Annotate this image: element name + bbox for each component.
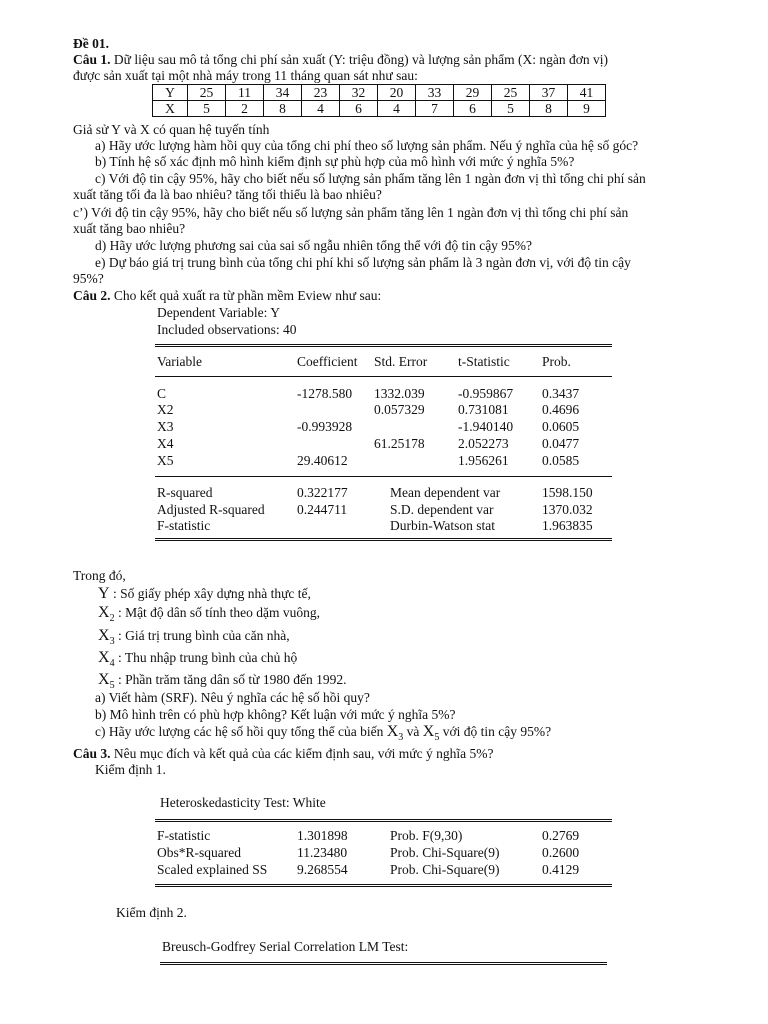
q1-part-e-line2: 95%? <box>73 271 104 286</box>
q3-label: Câu 3. <box>73 746 111 761</box>
test-prob-value: 0.4129 <box>542 862 580 877</box>
x-cell: 8 <box>530 101 568 117</box>
x-cell: 4 <box>378 101 416 117</box>
stat-label-2: Durbin-Watson stat <box>390 518 496 533</box>
t-stat-value: 1.956261 <box>458 453 509 468</box>
stat-label-2: Mean dependent var <box>390 485 501 500</box>
test-stat-label: F-statistic <box>157 828 211 843</box>
x-cell: 2 <box>226 101 264 117</box>
exam-title: Đề 01. <box>73 36 109 51</box>
test-prob-label: Prob. Chi-Square(9) <box>390 862 500 877</box>
t-stat-value: -0.959867 <box>458 386 514 401</box>
y-cell: 25 <box>188 85 226 101</box>
q1-part-c2-line2: xuất tăng bao nhiêu? <box>73 221 186 236</box>
q2-c-symbol: X <box>422 723 435 740</box>
def-subscript: 3 <box>109 636 115 647</box>
y-cell: 23 <box>302 85 340 101</box>
q2-c-post: với độ tin cậy 95%? <box>439 724 552 739</box>
q2-c-symbol: X <box>386 723 399 740</box>
test-prob-label: Prob. Chi-Square(9) <box>390 845 500 860</box>
def-text: : Mật độ dân số tính theo dặm vuông, <box>114 605 321 620</box>
prob-value: 0.3437 <box>542 386 580 401</box>
header-variable: Variable <box>157 354 202 369</box>
dependent-variable: Dependent Variable: Y <box>157 305 280 320</box>
q2-c-pre: c) Hãy ước lượng các hệ số hồi quy tổng thể của biến <box>95 724 387 739</box>
variable-name: C <box>157 386 167 401</box>
test1-title: Heteroskedasticity Test: White <box>160 795 326 810</box>
table-top-rule <box>155 344 612 347</box>
def-symbol: X <box>98 627 110 644</box>
prob-value: 0.0477 <box>542 436 580 451</box>
def-subscript: 4 <box>109 658 115 669</box>
test2-label: Kiểm định 2. <box>116 905 187 920</box>
prob-value: 0.4696 <box>542 402 580 417</box>
def-text: : Giá trị trung bình của căn nhà, <box>114 628 290 643</box>
test-stat-value: 11.23480 <box>297 845 348 860</box>
def-subscript: 2 <box>109 613 115 624</box>
q1-part-a: a) Hãy ước lượng hàm hồi quy của tổng chi phí theo số lượng sản phẩm. Nếu ý nghĩa của hệ số góc? <box>95 138 639 153</box>
prob-value: 0.0605 <box>542 419 580 434</box>
x-cell: 6 <box>454 101 492 117</box>
stat-label: F-statistic <box>157 518 211 533</box>
stats-rule <box>155 476 612 477</box>
def-symbol: X <box>98 604 110 621</box>
test1-label: Kiểm định 1. <box>95 762 166 777</box>
def-item <box>98 670 346 690</box>
q2-part-a: a) Viết hàm (SRF). Nêu ý nghĩa các hệ số hồi quy? <box>95 690 370 705</box>
stat-value-2: 1598.150 <box>542 485 593 500</box>
header-prob: Prob. <box>542 354 571 369</box>
std-error-value: 61.25178 <box>374 436 425 451</box>
table-bottom-rule <box>155 538 612 541</box>
x-cell: 5 <box>188 101 226 117</box>
q1-intro-line2: được sản xuất tại một nhà máy trong 11 tháng quan sát như sau: <box>73 68 418 83</box>
def-text: : Phần trăm tăng dân số từ 1980 đến 1992. <box>114 672 347 687</box>
test-stat-value: 9.268554 <box>297 862 348 877</box>
test-prob-label: Prob. F(9,30) <box>390 828 463 843</box>
def-text: : Số giấy phép xây dựng nhà thực tế, <box>109 586 311 601</box>
header-coefficient: Coefficient <box>297 354 358 369</box>
q1-part-c-line1: c) Với độ tin cậy 95%, hãy cho biết nếu số lượng sản phẩm tăng lên 1 ngàn đơn vị thì tổng chi phí sản <box>95 171 646 186</box>
y-cell: 37 <box>530 85 568 101</box>
q2-c-subscript: 3 <box>398 732 404 743</box>
std-error-value: 1332.039 <box>374 386 425 401</box>
q1-label: Câu 1. <box>73 52 111 67</box>
y-cell: 11 <box>226 85 264 101</box>
x-cell: 8 <box>264 101 302 117</box>
std-error-value: 0.057329 <box>374 402 425 417</box>
test-prob-value: 0.2769 <box>542 828 580 843</box>
y-cell: 29 <box>454 85 492 101</box>
y-cell: 32 <box>340 85 378 101</box>
def-item <box>98 584 311 604</box>
test2-top-rule <box>160 962 607 965</box>
header-rule <box>155 376 612 377</box>
q1-part-b: b) Tính hệ số xác định mô hình kiểm định sự phù hợp của mô hình với mức ý nghĩa 5%? <box>95 154 575 169</box>
test-stat-value: 1.301898 <box>297 828 348 843</box>
y-cell: 34 <box>264 85 302 101</box>
q2-part-b: b) Mô hình trên có phù hợp không? Kết luận với mức ý nghĩa 5%? <box>95 707 456 722</box>
stat-value: 0.322177 <box>297 485 348 500</box>
q1-intro-text: Dữ liệu sau mô tả tổng chi phí sản xuất (Y: triệu đồng) và lượng sản phẩm (X: ngàn đơn vị) <box>110 52 608 67</box>
variable-name: X5 <box>157 453 174 468</box>
q1-part-d: d) Hãy ước lượng phương sai của sai số ngẫu nhiên tổng thể với độ tin cậy 95%? <box>95 238 533 253</box>
def-item <box>98 648 297 668</box>
test-stat-label: Scaled explained SS <box>157 862 268 877</box>
y-label-cell: Y <box>153 85 188 101</box>
x-cell: 5 <box>492 101 530 117</box>
y-cell: 41 <box>568 85 606 101</box>
where-label: Trong đó, <box>73 568 126 583</box>
stat-label-2: S.D. dependent var <box>390 502 494 517</box>
x-cell: 6 <box>340 101 378 117</box>
variable-name: X3 <box>157 419 174 434</box>
prob-value: 0.0585 <box>542 453 580 468</box>
q1-assumption: Giả sử Y và X có quan hệ tuyến tính <box>73 122 270 137</box>
stat-value: 0.244711 <box>297 502 348 517</box>
q2-part-c <box>95 722 551 742</box>
coefficient-value: 29.40612 <box>297 453 348 468</box>
y-row <box>153 85 606 101</box>
q1-part-c-line2: xuất tăng tối đa là bao nhiêu? tăng tối thiểu là bao nhiêu? <box>73 187 382 202</box>
q3-intro-text: Nêu mục đích và kết quả của các kiểm định sau, với mức ý nghĩa 5%? <box>110 746 494 761</box>
q2-intro <box>73 288 381 304</box>
header-std-error: Std. Error <box>374 354 428 369</box>
t-stat-value: -1.940140 <box>458 419 514 434</box>
test1-top-rule <box>155 819 612 822</box>
stat-label: Adjusted R-squared <box>157 502 265 517</box>
stat-value-2: 1370.032 <box>542 502 593 517</box>
def-item <box>98 603 320 623</box>
q2-label: Câu 2. <box>73 288 111 303</box>
def-symbol: X <box>98 649 110 666</box>
q1-intro <box>73 52 608 68</box>
variable-name: X4 <box>157 436 174 451</box>
t-stat-value: 0.731081 <box>458 402 509 417</box>
def-symbol: X <box>98 671 110 688</box>
def-symbol: Y <box>98 585 110 602</box>
x-cell: 4 <box>302 101 340 117</box>
t-stat-value: 2.052273 <box>458 436 509 451</box>
test-prob-value: 0.2600 <box>542 845 580 860</box>
q2-c-mid: và <box>403 724 423 739</box>
test-stat-label: Obs*R-squared <box>157 845 241 860</box>
q2-c-subscript: 5 <box>434 732 440 743</box>
def-item <box>98 626 290 646</box>
q1-part-e-line1: e) Dự báo giá trị trung bình của tổng chi phí khi số lượng sản phẩm là 3 ngàn đơn vị, với độ tin cậy <box>95 255 631 270</box>
q2-intro-text: Cho kết quả xuất ra từ phần mềm Eview như sau: <box>110 288 382 303</box>
included-observations: Included observations: 40 <box>157 322 297 337</box>
def-subscript: 5 <box>109 680 115 691</box>
y-cell: 20 <box>378 85 416 101</box>
x-cell: 9 <box>568 101 606 117</box>
y-cell: 33 <box>416 85 454 101</box>
stat-value-2: 1.963835 <box>542 518 593 533</box>
stat-label: R-squared <box>157 485 213 500</box>
x-label-cell: X <box>153 101 188 117</box>
coefficient-value: -1278.580 <box>297 386 353 401</box>
coefficient-value: -0.993928 <box>297 419 353 434</box>
test1-bottom-rule <box>155 884 612 887</box>
test2-title: Breusch-Godfrey Serial Correlation LM Test: <box>162 939 409 954</box>
def-text: : Thu nhập trung bình của chủ hộ <box>114 650 298 665</box>
q1-data-table <box>152 84 606 117</box>
x-row <box>153 101 606 117</box>
y-cell: 25 <box>492 85 530 101</box>
q1-part-c2-line1: c’) Với độ tin cậy 95%, hãy cho biết nếu số lượng sản phẩm tăng lên 1 ngàn đơn vị thì tổng chi phí sản <box>73 205 629 220</box>
variable-name: X2 <box>157 402 174 417</box>
x-cell: 7 <box>416 101 454 117</box>
q3-intro <box>73 746 493 762</box>
header-t-stat: t-Statistic <box>458 354 510 369</box>
